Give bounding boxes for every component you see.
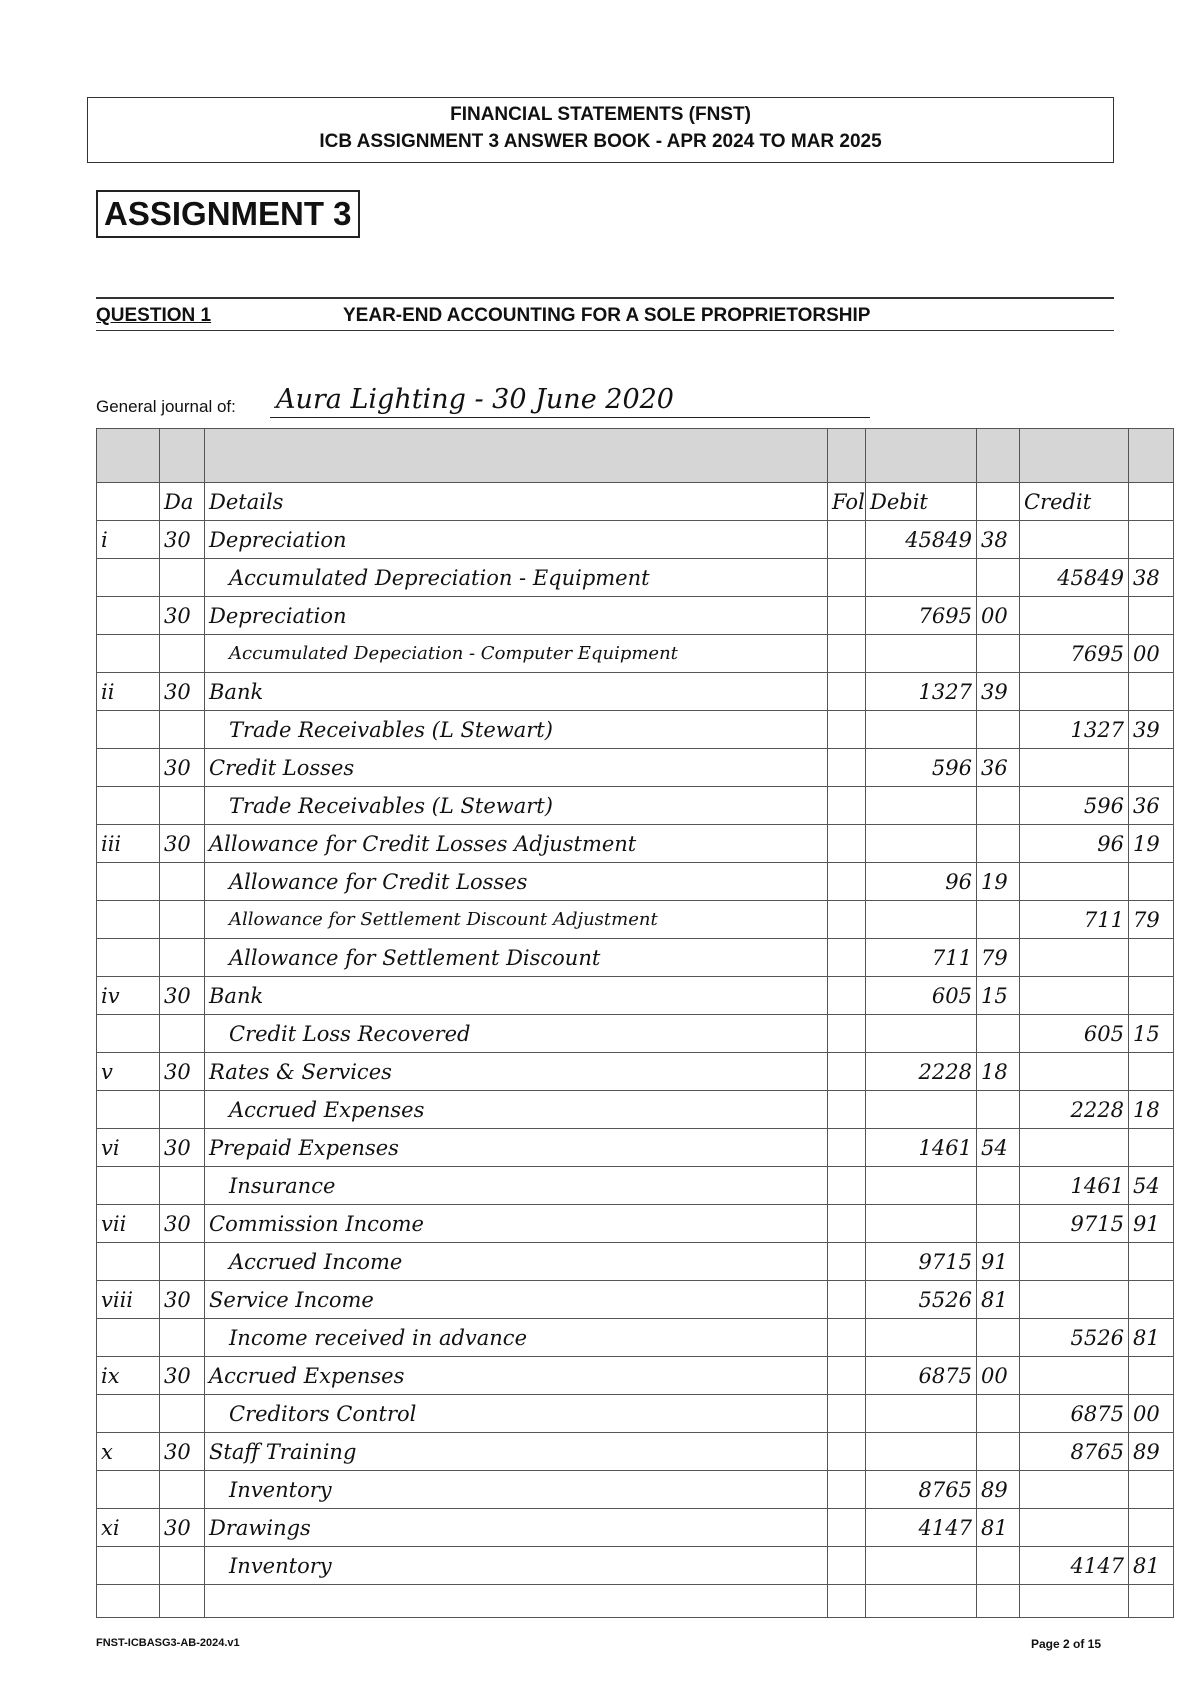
entry-ref — [97, 635, 160, 673]
entry-date: 30 — [160, 1433, 205, 1471]
entry-date — [160, 1015, 205, 1053]
journal-row — [97, 1015, 1174, 1053]
entry-credit: 1461 — [1020, 1167, 1129, 1205]
entry-credit: 5526 — [1020, 1319, 1129, 1357]
entry-ref — [97, 711, 160, 749]
entry-folio — [828, 1129, 866, 1167]
entry-credit-cents: 18 — [1129, 1091, 1174, 1129]
assignment-title: ASSIGNMENT 3 — [96, 190, 360, 238]
entry-debit — [866, 1167, 977, 1205]
entry-credit: 596 — [1020, 787, 1129, 825]
entry-ref — [97, 1243, 160, 1281]
entry-details: Commission Income — [205, 1205, 828, 1243]
entry-credit-cents: 39 — [1129, 711, 1174, 749]
entry-debit — [866, 1319, 977, 1357]
journal-row — [97, 1433, 1174, 1471]
entry-credit — [1020, 673, 1129, 711]
journal-row — [97, 1319, 1174, 1357]
entry-debit-cents — [977, 787, 1020, 825]
entry-debit: 596 — [866, 749, 977, 787]
entry-debit-cents — [977, 1547, 1020, 1585]
journal-row — [97, 1243, 1174, 1281]
entry-debit-cents: 00 — [977, 1357, 1020, 1395]
entry-date: 30 — [160, 1281, 205, 1319]
entry-credit — [1020, 1281, 1129, 1319]
entry-credit-cents — [1129, 1471, 1174, 1509]
entry-ref — [97, 1091, 160, 1129]
entry-date — [160, 863, 205, 901]
entry-credit — [1020, 597, 1129, 635]
entry-credit — [1020, 1357, 1129, 1395]
entry-credit-cents — [1129, 1053, 1174, 1091]
entry-debit: 45849 — [866, 521, 977, 559]
entry-debit-cents — [977, 635, 1020, 673]
general-journal-table — [96, 428, 1174, 1618]
entry-debit-cents — [977, 1015, 1020, 1053]
journal-row — [97, 1471, 1174, 1509]
entry-debit: 605 — [866, 977, 977, 1015]
entry-ref: x — [97, 1433, 160, 1471]
entry-ref — [97, 597, 160, 635]
entry-folio — [828, 673, 866, 711]
entry-folio — [828, 597, 866, 635]
journal-row — [97, 597, 1174, 635]
journal-row — [97, 521, 1174, 559]
entry-debit — [866, 1395, 977, 1433]
entry-credit — [1020, 1471, 1129, 1509]
entry-debit — [866, 711, 977, 749]
entry-ref — [97, 901, 160, 939]
entry-details: Service Income — [205, 1281, 828, 1319]
journal-row — [97, 1129, 1174, 1167]
entry-credit — [1020, 749, 1129, 787]
entry-folio — [828, 901, 866, 939]
entry-details: Depreciation — [205, 521, 828, 559]
entry-credit-cents: 00 — [1129, 1395, 1174, 1433]
entry-debit-cents — [977, 901, 1020, 939]
entry-debit — [866, 559, 977, 597]
entry-debit-cents: 89 — [977, 1471, 1020, 1509]
entry-date — [160, 1319, 205, 1357]
entry-ref — [97, 1547, 160, 1585]
entry-details: Depreciation — [205, 597, 828, 635]
entry-ref — [97, 863, 160, 901]
entry-details: Allowance for Settlement Discount Adjustment — [205, 901, 828, 939]
question-label: QUESTION 1 — [96, 305, 212, 326]
entry-debit — [866, 825, 977, 863]
entry-details: Accumulated Depeciation - Computer Equipment — [205, 635, 828, 673]
entry-ref: vii — [97, 1205, 160, 1243]
entry-debit-cents: 19 — [977, 863, 1020, 901]
entry-credit-cents: 00 — [1129, 635, 1174, 673]
journal-row — [97, 825, 1174, 863]
entry-ref — [97, 1471, 160, 1509]
entry-credit: 605 — [1020, 1015, 1129, 1053]
entry-ref: iv — [97, 977, 160, 1015]
entry-date — [160, 787, 205, 825]
entry-debit — [866, 901, 977, 939]
journal-row — [97, 635, 1174, 673]
entry-credit: 9715 — [1020, 1205, 1129, 1243]
entry-credit — [1020, 1243, 1129, 1281]
entry-debit: 5526 — [866, 1281, 977, 1319]
entry-details: Insurance — [205, 1167, 828, 1205]
entry-debit-cents — [977, 1205, 1020, 1243]
entry-ref — [97, 559, 160, 597]
entry-date — [160, 1395, 205, 1433]
entry-folio — [828, 1167, 866, 1205]
entry-credit-cents: 15 — [1129, 1015, 1174, 1053]
entry-details: Drawings — [205, 1509, 828, 1547]
entry-debit: 4147 — [866, 1509, 977, 1547]
entry-credit: 6875 — [1020, 1395, 1129, 1433]
entry-details: Trade Receivables (L Stewart) — [205, 787, 828, 825]
entry-details: Bank — [205, 977, 828, 1015]
entry-ref: xi — [97, 1509, 160, 1547]
journal-row — [97, 863, 1174, 901]
journal-row — [97, 1205, 1174, 1243]
entry-details: Staff Training — [205, 1433, 828, 1471]
entry-credit-cents — [1129, 977, 1174, 1015]
entry-date: 30 — [160, 749, 205, 787]
entry-date: 30 — [160, 597, 205, 635]
entry-date — [160, 559, 205, 597]
journal-entity-underline — [270, 417, 870, 418]
entry-folio — [828, 1471, 866, 1509]
journal-row — [97, 673, 1174, 711]
entry-ref: viii — [97, 1281, 160, 1319]
entry-credit — [1020, 1129, 1129, 1167]
entry-credit: 45849 — [1020, 559, 1129, 597]
entry-credit: 96 — [1020, 825, 1129, 863]
journal-row — [97, 711, 1174, 749]
entry-debit-cents: 79 — [977, 939, 1020, 977]
entry-folio — [828, 1319, 866, 1357]
question-title: YEAR-END ACCOUNTING FOR A SOLE PROPRIETORSHIP — [343, 305, 871, 326]
entry-folio — [828, 1281, 866, 1319]
entry-folio — [828, 749, 866, 787]
journal-row — [97, 1167, 1174, 1205]
entry-credit-cents: 81 — [1129, 1319, 1174, 1357]
header-debit: Debit — [866, 483, 977, 521]
entry-date: 30 — [160, 521, 205, 559]
journal-row — [97, 1091, 1174, 1129]
entry-credit — [1020, 939, 1129, 977]
entry-date — [160, 711, 205, 749]
entry-debit-cents — [977, 1167, 1020, 1205]
entry-debit-cents: 91 — [977, 1243, 1020, 1281]
entry-folio — [828, 635, 866, 673]
entry-details: Bank — [205, 673, 828, 711]
entry-credit-cents — [1129, 939, 1174, 977]
table-header-row — [97, 483, 1174, 521]
entry-debit: 6875 — [866, 1357, 977, 1395]
document-header — [87, 97, 1114, 163]
entry-debit-cents: 38 — [977, 521, 1020, 559]
journal-row — [97, 1053, 1174, 1091]
entry-date: 30 — [160, 825, 205, 863]
entry-debit-cents — [977, 711, 1020, 749]
header-date: Da — [160, 483, 205, 521]
question-rule-top — [96, 297, 1114, 299]
journal-row — [97, 1395, 1174, 1433]
entry-ref — [97, 939, 160, 977]
entry-debit-cents — [977, 559, 1020, 597]
table-shaded-header — [97, 429, 1174, 483]
question-rule-bottom — [96, 330, 1114, 331]
entry-ref: vi — [97, 1129, 160, 1167]
entry-ref: ix — [97, 1357, 160, 1395]
journal-row — [97, 749, 1174, 787]
entry-debit-cents: 81 — [977, 1281, 1020, 1319]
entry-details: Accrued Expenses — [205, 1091, 828, 1129]
journal-row — [97, 977, 1174, 1015]
entry-ref — [97, 787, 160, 825]
entry-debit — [866, 787, 977, 825]
entry-debit-cents — [977, 825, 1020, 863]
entry-credit — [1020, 1053, 1129, 1091]
entry-date — [160, 1091, 205, 1129]
entry-debit: 711 — [866, 939, 977, 977]
entry-folio — [828, 1243, 866, 1281]
entry-credit: 2228 — [1020, 1091, 1129, 1129]
entry-debit: 8765 — [866, 1471, 977, 1509]
header-line-2: ICB ASSIGNMENT 3 ANSWER BOOK - APR 2024 TO MAR 2025 — [319, 131, 882, 152]
entry-folio — [828, 1053, 866, 1091]
entry-credit-cents — [1129, 749, 1174, 787]
header-line-1: FINANCIAL STATEMENTS (FNST) — [450, 104, 751, 125]
entry-debit-cents — [977, 1091, 1020, 1129]
entry-credit-cents: 91 — [1129, 1205, 1174, 1243]
entry-folio — [828, 1091, 866, 1129]
entry-credit-cents — [1129, 1357, 1174, 1395]
header-details: Details — [205, 483, 828, 521]
journal-row — [97, 939, 1174, 977]
entry-folio — [828, 863, 866, 901]
journal-row — [97, 1509, 1174, 1547]
entry-ref — [97, 1395, 160, 1433]
entry-details: Allowance for Credit Losses Adjustment — [205, 825, 828, 863]
entry-date — [160, 939, 205, 977]
journal-label: General journal of: — [96, 397, 236, 416]
entry-details: Allowance for Credit Losses — [205, 863, 828, 901]
entry-debit-cents — [977, 1395, 1020, 1433]
entry-credit-cents: 54 — [1129, 1167, 1174, 1205]
entry-ref: ii — [97, 673, 160, 711]
entry-details: Accumulated Depreciation - Equipment — [205, 559, 828, 597]
entry-debit-cents: 00 — [977, 597, 1020, 635]
entry-debit-cents: 36 — [977, 749, 1020, 787]
entry-debit-cents: 81 — [977, 1509, 1020, 1547]
entry-details: Income received in advance — [205, 1319, 828, 1357]
footer-page-number: Page 2 of 15 — [1031, 1637, 1102, 1651]
entry-details: Credit Loss Recovered — [205, 1015, 828, 1053]
journal-row — [97, 1357, 1174, 1395]
entry-credit-cents: 79 — [1129, 901, 1174, 939]
journal-row — [97, 787, 1174, 825]
header-fol: Fol — [828, 483, 866, 521]
entry-folio — [828, 977, 866, 1015]
entry-debit-cents — [977, 1319, 1020, 1357]
entry-date: 30 — [160, 1357, 205, 1395]
entry-debit-cents: 39 — [977, 673, 1020, 711]
entry-details: Allowance for Settlement Discount — [205, 939, 828, 977]
entry-folio — [828, 1205, 866, 1243]
entry-date — [160, 1547, 205, 1585]
entry-credit-cents: 36 — [1129, 787, 1174, 825]
journal-entity: Aura Lighting - 30 June 2020 — [276, 384, 674, 415]
entry-folio — [828, 1015, 866, 1053]
entry-credit-cents — [1129, 1509, 1174, 1547]
entry-credit — [1020, 977, 1129, 1015]
entry-details: Creditors Control — [205, 1395, 828, 1433]
entry-details: Prepaid Expenses — [205, 1129, 828, 1167]
entry-debit: 9715 — [866, 1243, 977, 1281]
entry-date — [160, 1471, 205, 1509]
entry-date: 30 — [160, 673, 205, 711]
entry-credit: 711 — [1020, 901, 1129, 939]
entry-debit — [866, 1205, 977, 1243]
entry-debit-cents: 54 — [977, 1129, 1020, 1167]
entry-debit: 96 — [866, 863, 977, 901]
entry-details: Inventory — [205, 1547, 828, 1585]
entry-date — [160, 1167, 205, 1205]
entry-ref: iii — [97, 825, 160, 863]
entry-credit-cents — [1129, 597, 1174, 635]
entry-credit: 8765 — [1020, 1433, 1129, 1471]
entry-debit — [866, 635, 977, 673]
entry-credit — [1020, 863, 1129, 901]
journal-row — [97, 1281, 1174, 1319]
entry-credit — [1020, 1509, 1129, 1547]
entry-folio — [828, 1547, 866, 1585]
entry-debit — [866, 1547, 977, 1585]
entry-date: 30 — [160, 1053, 205, 1091]
entry-credit-cents: 19 — [1129, 825, 1174, 863]
header-credit: Credit — [1020, 483, 1129, 521]
entry-credit: 7695 — [1020, 635, 1129, 673]
entry-credit-cents — [1129, 863, 1174, 901]
entry-date — [160, 635, 205, 673]
entry-details: Trade Receivables (L Stewart) — [205, 711, 828, 749]
entry-debit: 1327 — [866, 673, 977, 711]
entry-folio — [828, 939, 866, 977]
entry-ref — [97, 749, 160, 787]
entry-details: Rates & Services — [205, 1053, 828, 1091]
journal-row-empty — [97, 1585, 1174, 1618]
entry-date: 30 — [160, 977, 205, 1015]
entry-details: Inventory — [205, 1471, 828, 1509]
entry-debit: 7695 — [866, 597, 977, 635]
entry-credit: 4147 — [1020, 1547, 1129, 1585]
entry-credit-cents: 81 — [1129, 1547, 1174, 1585]
entry-folio — [828, 787, 866, 825]
footer-code: FNST-ICBASG3-AB-2024.v1 — [96, 1637, 240, 1649]
journal-row — [97, 901, 1174, 939]
entry-credit — [1020, 521, 1129, 559]
entry-credit-cents — [1129, 1243, 1174, 1281]
entry-folio — [828, 711, 866, 749]
entry-debit — [866, 1433, 977, 1471]
entry-debit — [866, 1091, 977, 1129]
entry-credit-cents: 38 — [1129, 559, 1174, 597]
entry-date: 30 — [160, 1509, 205, 1547]
entry-details: Credit Losses — [205, 749, 828, 787]
entry-credit-cents — [1129, 1129, 1174, 1167]
entry-date: 30 — [160, 1205, 205, 1243]
entry-debit: 2228 — [866, 1053, 977, 1091]
entry-debit-cents: 15 — [977, 977, 1020, 1015]
entry-folio — [828, 559, 866, 597]
entry-date — [160, 901, 205, 939]
entry-credit-cents — [1129, 673, 1174, 711]
entry-date: 30 — [160, 1129, 205, 1167]
entry-debit: 1461 — [866, 1129, 977, 1167]
entry-folio — [828, 521, 866, 559]
entry-ref: v — [97, 1053, 160, 1091]
entry-credit-cents — [1129, 521, 1174, 559]
entry-credit-cents — [1129, 1281, 1174, 1319]
entry-debit-cents: 18 — [977, 1053, 1020, 1091]
entry-folio — [828, 1357, 866, 1395]
entry-date — [160, 1243, 205, 1281]
entry-debit-cents — [977, 1433, 1020, 1471]
entry-folio — [828, 1509, 866, 1547]
entry-ref — [97, 1167, 160, 1205]
entry-debit — [866, 1015, 977, 1053]
journal-row — [97, 1547, 1174, 1585]
entry-details: Accrued Income — [205, 1243, 828, 1281]
entry-folio — [828, 825, 866, 863]
entry-ref: i — [97, 521, 160, 559]
entry-folio — [828, 1433, 866, 1471]
entry-ref — [97, 1319, 160, 1357]
entry-ref — [97, 1015, 160, 1053]
entry-details: Accrued Expenses — [205, 1357, 828, 1395]
entry-credit: 1327 — [1020, 711, 1129, 749]
journal-row — [97, 559, 1174, 597]
entry-credit-cents: 89 — [1129, 1433, 1174, 1471]
entry-folio — [828, 1395, 866, 1433]
